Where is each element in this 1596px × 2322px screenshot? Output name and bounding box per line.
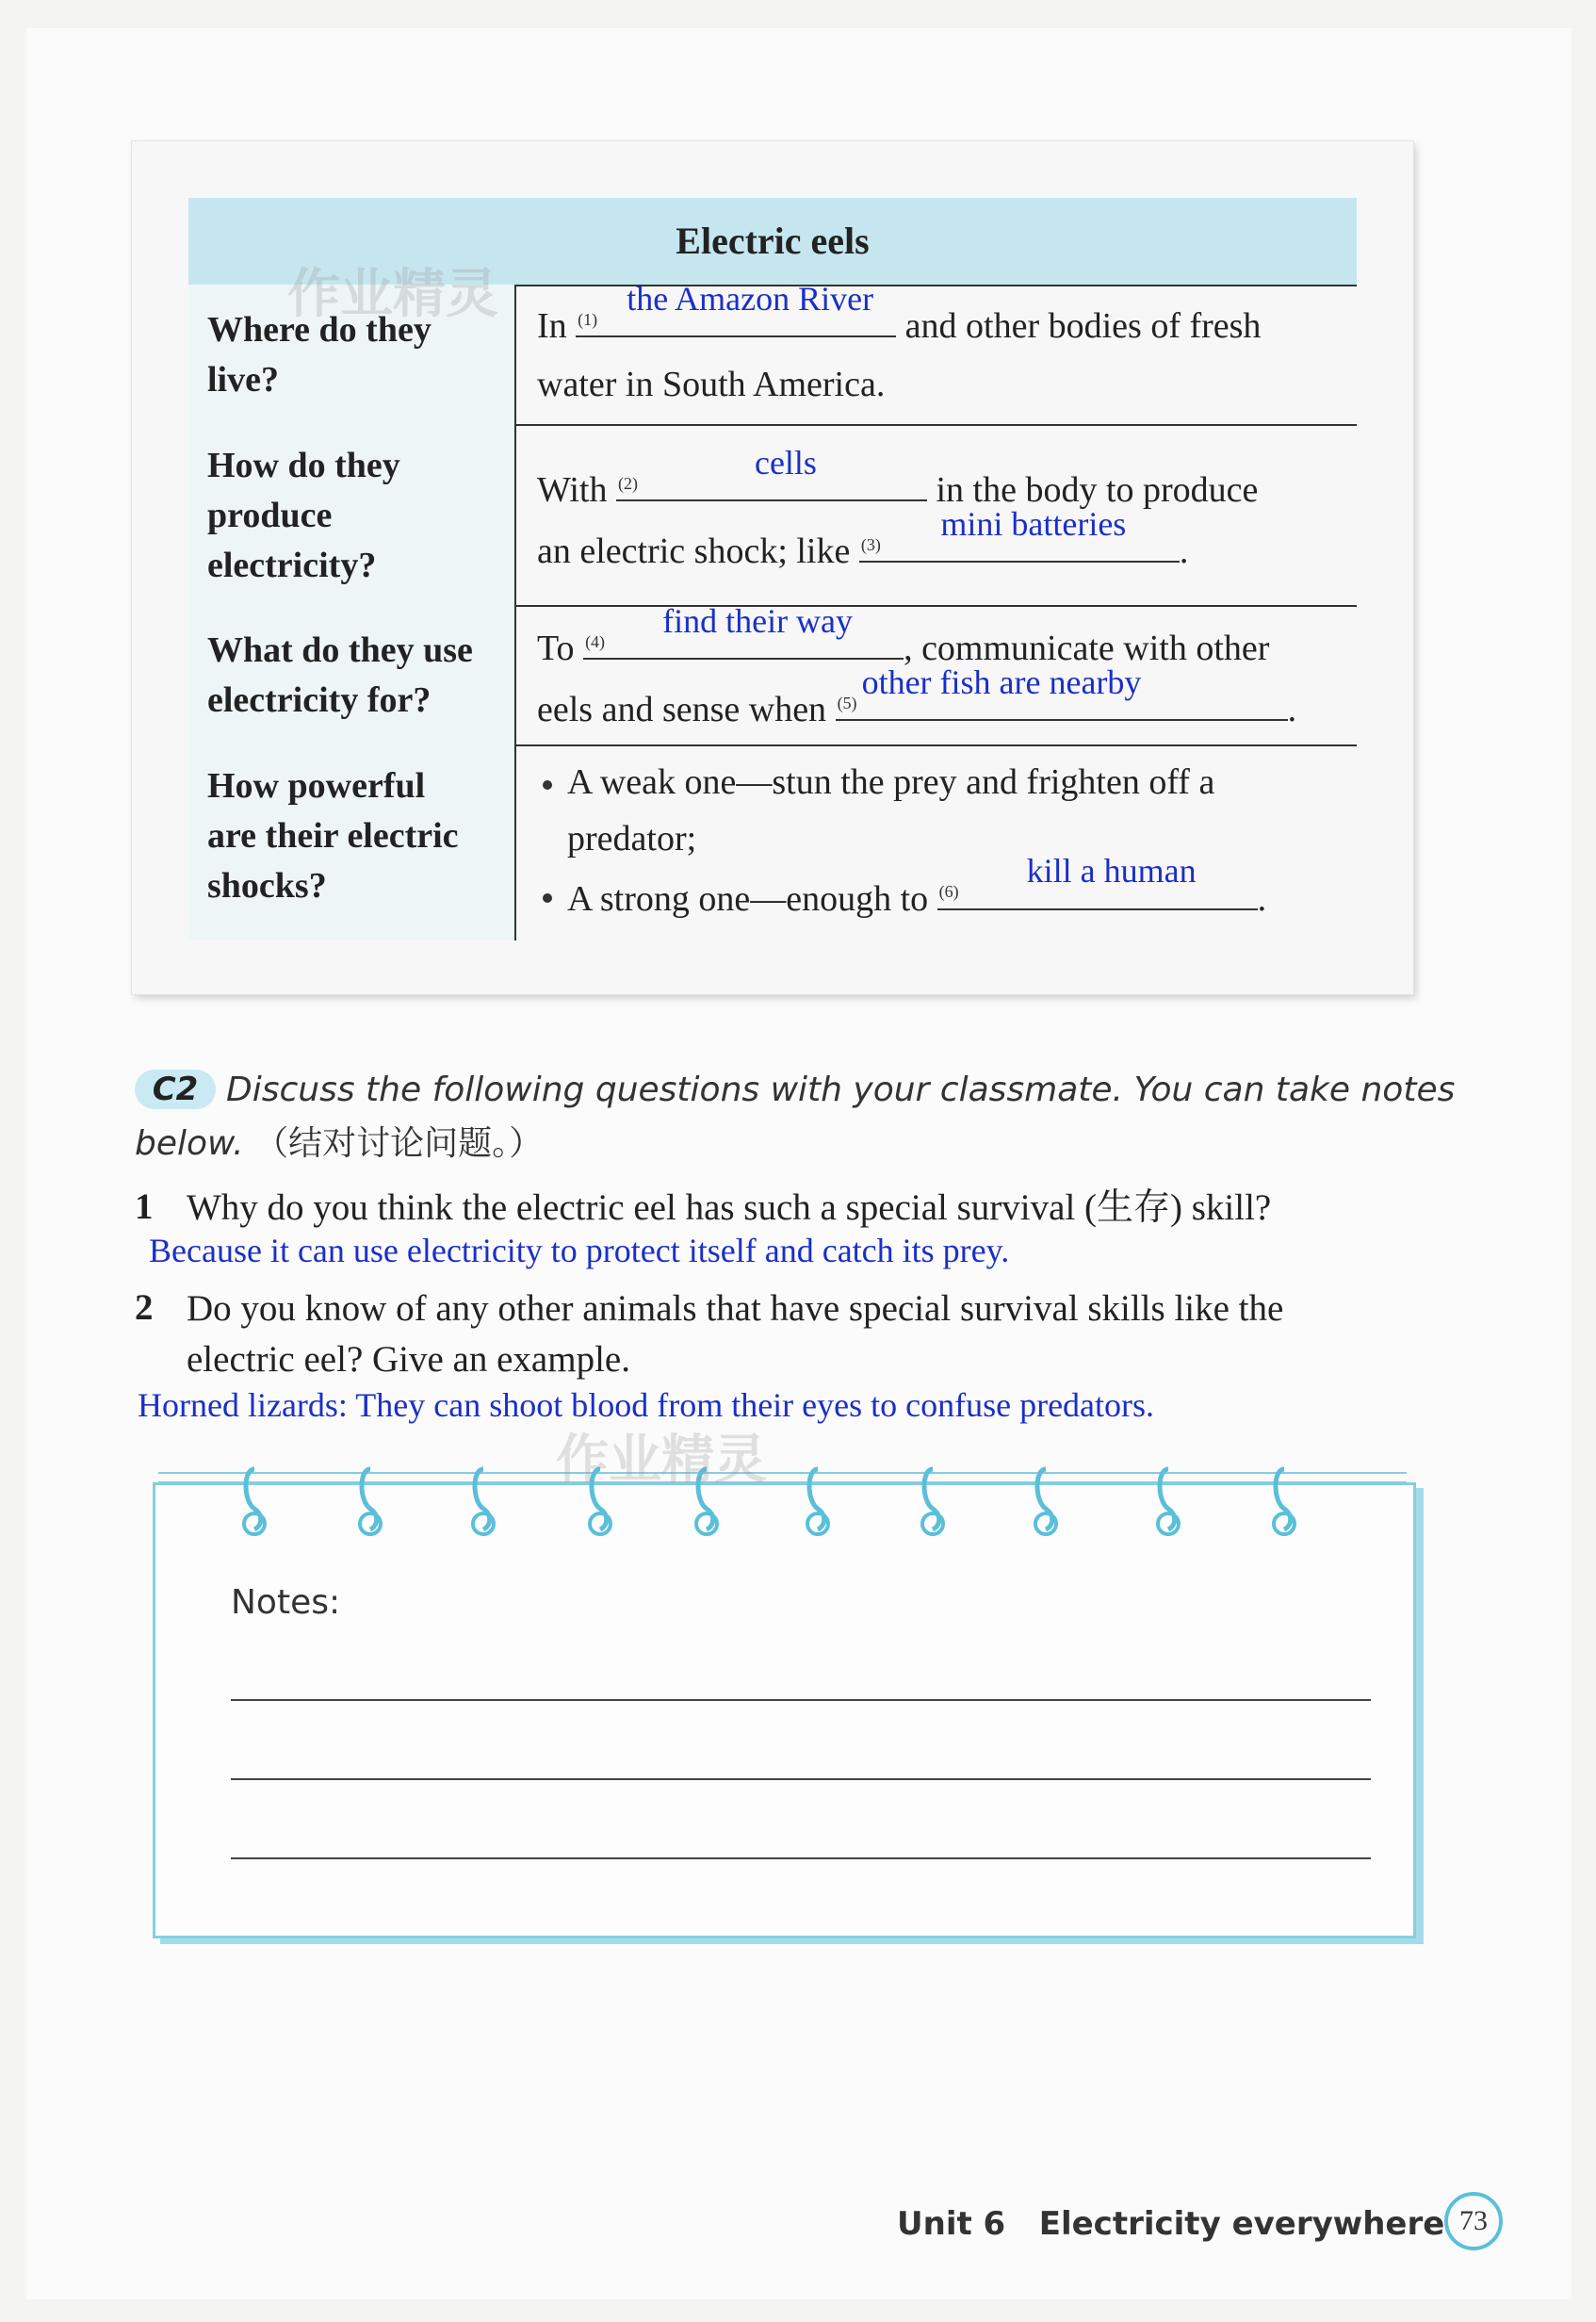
c2-instruction-line2: below. （结对讨论问题。） xyxy=(135,1124,544,1163)
ring-icon xyxy=(236,1464,273,1539)
answer-cell: In (1) the Amazon River and other bodies of fresh water in South America. xyxy=(518,285,1357,424)
notebook-top-edge xyxy=(158,1472,1407,1483)
question-number: 2 xyxy=(135,1287,154,1328)
footer-unit: Unit 6 Electricity everywhere xyxy=(897,2205,1445,2243)
answer-text: the Amazon River xyxy=(627,280,874,318)
question-cell: What do they use electricity for? xyxy=(188,605,516,744)
blank-5[interactable]: (5) other fish are nearby xyxy=(836,678,1288,721)
table-title: Electric eels xyxy=(676,220,870,262)
ring-icon xyxy=(799,1464,837,1539)
question-text: Why do you think the electric eel has such a special survival (生存) skill? xyxy=(187,1187,1272,1228)
notes-box xyxy=(153,1482,1416,1938)
blank-3[interactable]: (3) mini batteries xyxy=(859,519,1180,563)
blank-6[interactable]: (6) kill a human xyxy=(937,867,1258,910)
note-line[interactable] xyxy=(231,1699,1371,1701)
answer-text: mini batteries xyxy=(940,505,1127,543)
question-cell: How powerful are their electric shocks? xyxy=(188,744,516,940)
answer-cell: With (2) cells in the body to produce an electric shock; like (3) mini batteries . xyxy=(518,424,1357,605)
ring-icon xyxy=(1265,1464,1303,1539)
bullet-item: A strong one—enough to (6) kill a human . xyxy=(537,867,1357,927)
question-cell: How do they produce electricity? xyxy=(188,424,516,605)
page-number: 73 xyxy=(1444,2192,1503,2250)
watermark: 作业精灵 xyxy=(556,1430,767,1491)
ring-icon xyxy=(1027,1464,1065,1539)
table-row xyxy=(188,744,1357,940)
answer-cell xyxy=(518,744,1357,940)
blank-4[interactable]: (4) find their way xyxy=(583,616,904,660)
table-row xyxy=(188,424,1357,607)
ring-icon xyxy=(351,1464,389,1539)
answer-text: Horned lizards: They can shoot blood from their eyes to confuse predators. xyxy=(138,1386,1155,1424)
question-text: Do you know of any other animals that have special survival skills like the electric eel? Give an example. xyxy=(187,1288,1284,1380)
blank-2[interactable]: (2) cells xyxy=(616,458,927,501)
blank-1[interactable]: (1) the Amazon River xyxy=(576,294,896,337)
ring-icon xyxy=(914,1464,952,1539)
answer-text: other fish are nearby xyxy=(861,663,1142,701)
notes-title: Notes: xyxy=(231,1583,341,1622)
ring-icon xyxy=(1149,1464,1187,1539)
question-cell: Where do they live? xyxy=(188,285,516,424)
bullet-item: A weak one—stun the prey and frighten off a predator; xyxy=(537,754,1357,867)
question-number: 1 xyxy=(135,1186,154,1227)
answer-text: cells xyxy=(754,444,817,482)
section-tag: C2 xyxy=(135,1070,216,1109)
table-row xyxy=(188,602,1357,746)
answer-text: kill a human xyxy=(1026,852,1197,890)
watermark: 作业精灵 xyxy=(287,264,498,325)
answer-text: find their way xyxy=(662,602,854,640)
note-line[interactable] xyxy=(231,1857,1371,1859)
ring-icon xyxy=(464,1464,502,1539)
answer-text: Because it can use electricity to protect itself and catch its prey. xyxy=(149,1232,1010,1269)
note-line[interactable] xyxy=(231,1778,1371,1780)
answer-cell: To (4) find their way , communicate with other eels and sense when (5) other fish are nearby . xyxy=(518,605,1357,744)
c2-instruction: Discuss the following questions with your classmate. You can take notes xyxy=(226,1071,1456,1109)
